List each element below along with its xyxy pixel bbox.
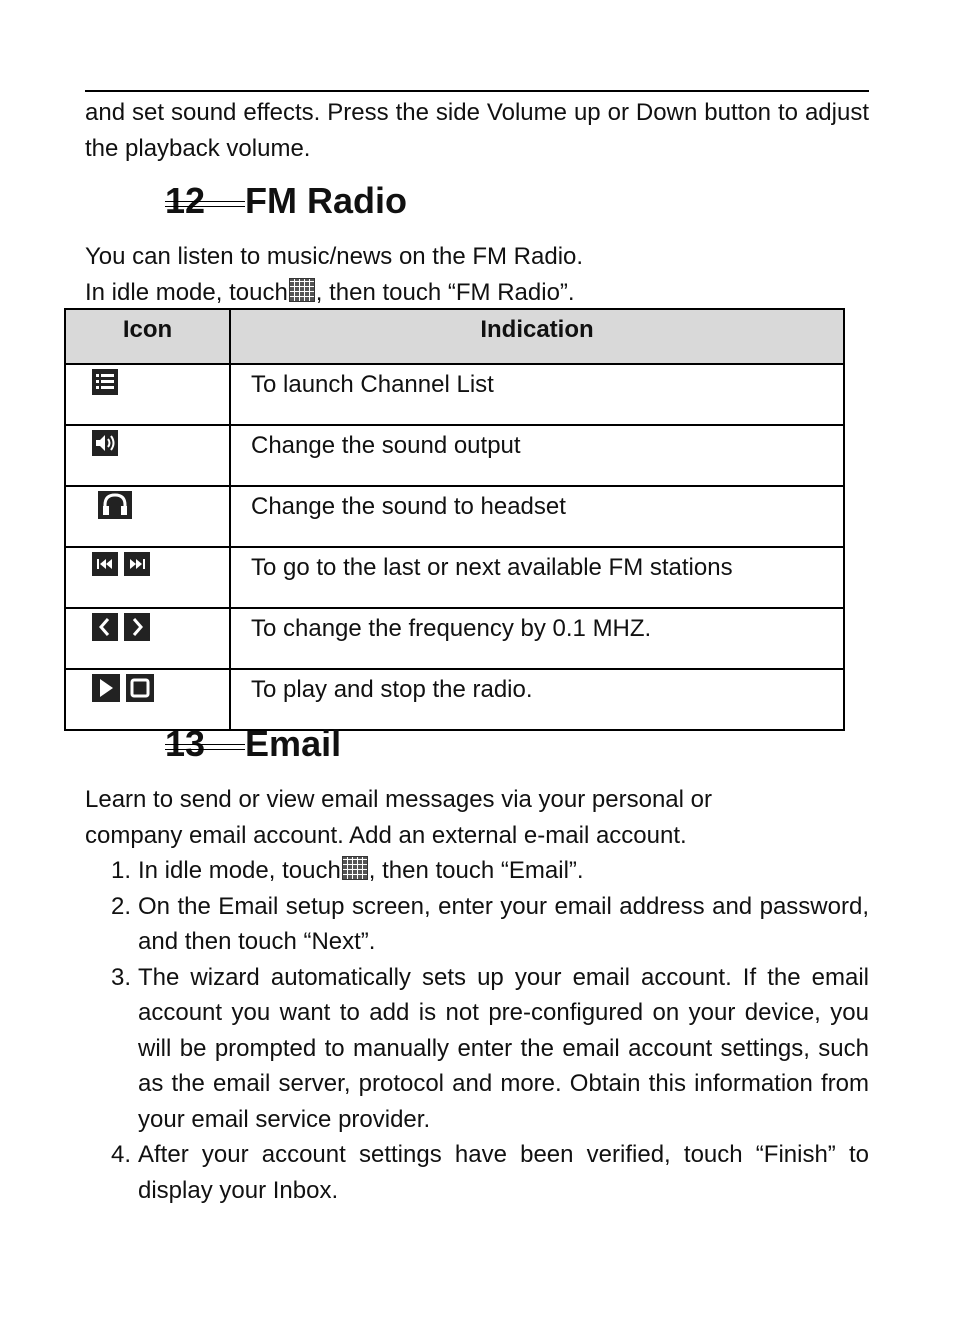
chevron-left-icon (92, 613, 118, 641)
step-text: After your account settings have been verified, touch “Finish” to display your Inbox. (138, 1141, 869, 1204)
step-number: 3. (111, 963, 132, 991)
fm-line-1: You can listen to music/news on the FM Radio. (85, 243, 584, 270)
fm-radio-body (85, 239, 869, 310)
intro-paragraph: and set sound effects. Press the side Volume up or Down button to adjust the playback volume. (85, 99, 869, 162)
table-header-row (65, 309, 844, 364)
step-number: 4. (111, 1141, 132, 1168)
table-row (65, 547, 844, 608)
list-item (85, 1137, 869, 1208)
step-text-before: In idle mode, touch (138, 857, 341, 884)
fm-line-2-before: In idle mode, touch (85, 278, 288, 306)
headset-icon (98, 491, 132, 519)
email-intro: Learn to send or view email messages via your personal or company email account. Add an external e-mail account. (85, 786, 712, 849)
indication-cell: To change the frequency by 0.1 MHZ. (230, 608, 844, 669)
app-menu-icon (342, 856, 368, 880)
step-text: On the Email setup screen, enter your email address and password, and then touch “Next”. (138, 892, 869, 955)
indication-cell: To launch Channel List (230, 364, 844, 425)
icon-cell (65, 669, 230, 730)
table-row (65, 364, 844, 425)
app-menu-icon (289, 278, 315, 302)
list-item (85, 889, 869, 960)
previous-station-icon (92, 552, 118, 576)
list-icon (92, 369, 118, 395)
table-row (65, 669, 844, 730)
chevron-right-icon (124, 613, 150, 641)
play-icon (92, 674, 120, 702)
fm-line-2 (85, 275, 869, 311)
section-number: 13 (165, 723, 206, 764)
next-station-icon (124, 552, 150, 576)
email-body (85, 782, 869, 1208)
table-row (65, 608, 844, 669)
section-heading-fm-radio (165, 181, 407, 221)
indication-cell: To go to the last or next available FM stations (230, 547, 844, 608)
step-number: 1. (111, 857, 132, 884)
section-title: Email (245, 723, 342, 764)
speaker-icon (92, 430, 118, 456)
top-rule (85, 90, 869, 92)
fm-line-2-after: , then touch “FM Radio”. (315, 278, 575, 306)
table-row (65, 425, 844, 486)
indication-cell: Change the sound output (230, 425, 844, 486)
icon-cell (65, 486, 230, 547)
fm-icon-table (64, 308, 845, 731)
icon-cell (65, 547, 230, 608)
stop-icon (126, 674, 154, 702)
step-text-after: , then touch “Email”. (368, 857, 584, 884)
step-text: The wizard automatically sets up your email account. If the email account you want to add is not pre-configured on your device, you will be prompted to manually enter the email account settings, such as the email server, protocol and more. Obtain this information from your email service provider. (138, 963, 869, 1133)
section-heading-email (165, 724, 341, 764)
icon-cell (65, 425, 230, 486)
section-title: FM Radio (245, 180, 408, 221)
icon-cell (65, 608, 230, 669)
indication-cell: To play and stop the radio. (230, 669, 844, 730)
email-steps (85, 853, 869, 1208)
indication-cell: Change the sound to headset (230, 486, 844, 547)
section-number: 12 (165, 180, 206, 221)
header-icon: Icon (65, 309, 230, 364)
step-number: 2. (111, 892, 132, 920)
header-indication: Indication (230, 309, 844, 364)
table-row (65, 486, 844, 547)
icon-cell (65, 364, 230, 425)
list-item (85, 853, 869, 889)
list-item (85, 960, 869, 1138)
